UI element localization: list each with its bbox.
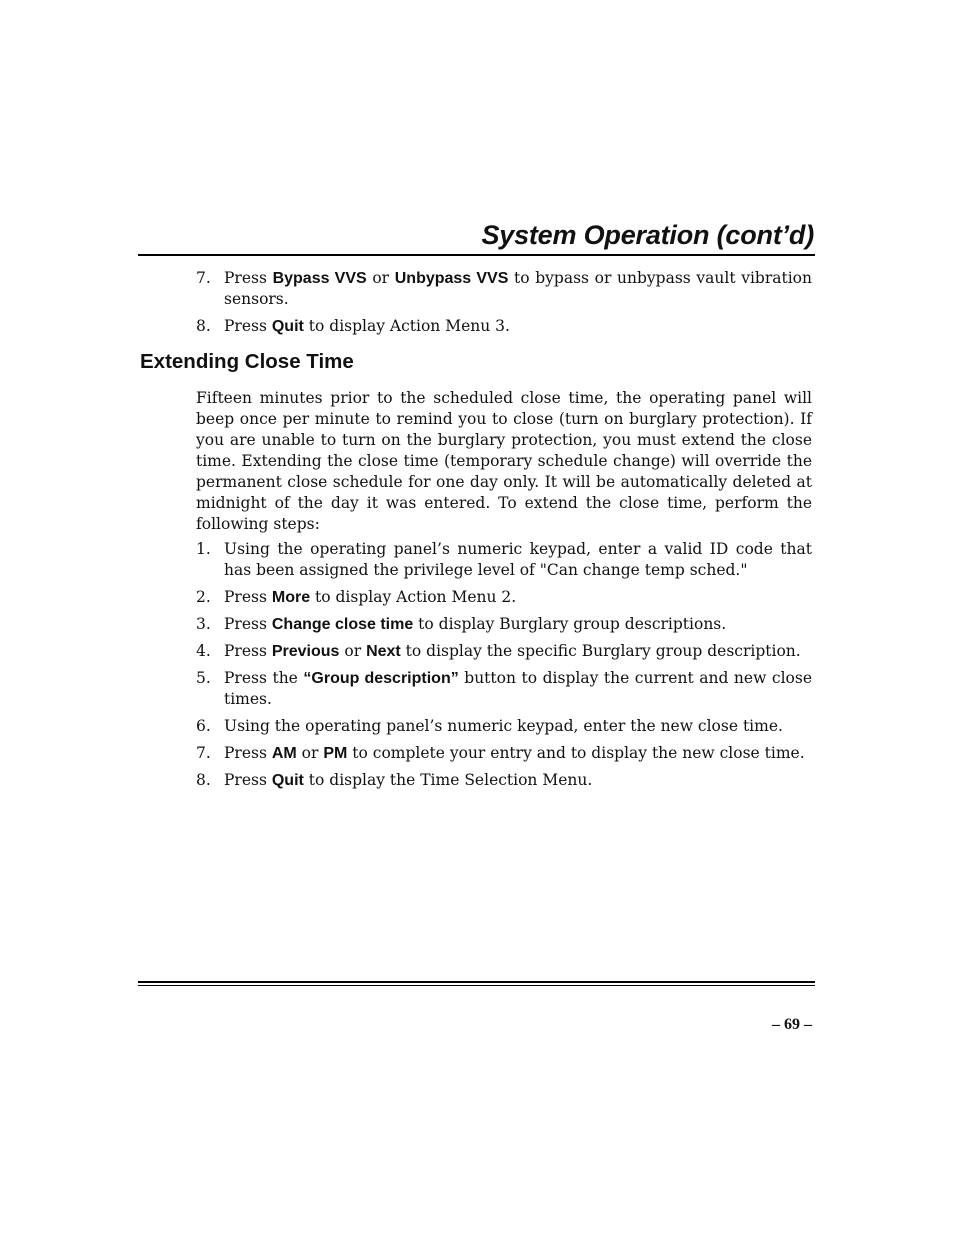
footer-rule [138, 981, 815, 983]
step-text: to display Burglary group descriptions. [413, 615, 727, 633]
key-label: AM [271, 745, 297, 762]
step-text: to display the specific Burglary group description. [400, 642, 801, 660]
step-number: 1. [196, 540, 211, 558]
step-text: Press [224, 317, 272, 335]
key-label: “Group description” [303, 670, 459, 687]
key-label: Change close time [271, 616, 414, 633]
step-text: to display the Time Selection Menu. [303, 771, 593, 789]
step-text: Press [224, 771, 272, 789]
list-item [196, 743, 812, 764]
step-text: Using the operating panel’s numeric keypad, enter a valid ID code that has been assigned the privilege level of "Can change temp sched." [224, 540, 812, 579]
key-label: Quit [271, 772, 304, 789]
step-text: or [296, 744, 324, 762]
step-text: Press [224, 588, 272, 606]
step-text: Press [224, 744, 272, 762]
step-number: 2. [196, 588, 211, 606]
key-label: Next [366, 643, 401, 660]
footer-rule-thin [138, 985, 815, 986]
key-label: Unbypass VVS [394, 270, 509, 287]
intro-paragraph: Fifteen minutes prior to the scheduled close time, the operating panel will beep once per minute to remind you to close (turn on burglary protection). If you are unable to turn on the burglary protection, you must extend the close time. Extending the close time (temporary schedule change) will override the permanent close schedule for one day only. It will be automatically deleted at midnight of the day it was entered. To extend the close time, perform the following steps: [196, 389, 812, 533]
step-text: to complete your entry and to display the new close time. [347, 744, 805, 762]
list-item [196, 641, 812, 662]
step-text: Press [224, 642, 272, 660]
step-number: 8. [196, 317, 211, 335]
step-number: 8. [196, 771, 211, 789]
step-text: Press the [224, 669, 304, 687]
page-number: – 69 – [772, 1016, 812, 1033]
step-number: 6. [196, 717, 211, 735]
step-number: 5. [196, 669, 211, 687]
step-number: 7. [196, 269, 211, 287]
page-title: System Operation (cont’d) [481, 220, 814, 250]
list-item [196, 268, 812, 310]
step-number: 3. [196, 615, 211, 633]
step-text: Press [224, 269, 273, 287]
step-text: to bypass or unbypass vault vibration sensors. [224, 269, 812, 308]
key-label: Bypass VVS [272, 270, 367, 287]
key-label: More [271, 589, 311, 606]
list-item [196, 587, 812, 608]
step-text: button to display the current and new close times. [224, 669, 812, 708]
list-item [196, 668, 812, 710]
step-text: Using the operating panel’s numeric keypad, enter the new close time. [224, 717, 783, 735]
key-label: Previous [271, 643, 340, 660]
step-number: 7. [196, 744, 211, 762]
title-rule [138, 254, 815, 256]
list-item [196, 770, 812, 791]
list-item [196, 614, 812, 635]
list-item [196, 716, 812, 737]
step-number: 4. [196, 642, 211, 660]
key-label: PM [323, 745, 348, 762]
step-text: to display Action Menu 3. [303, 317, 510, 335]
list-item [196, 539, 812, 581]
list-item [196, 316, 812, 337]
step-text: Press [224, 615, 272, 633]
key-label: Quit [271, 318, 304, 335]
step-text: or [339, 642, 367, 660]
continued-steps-list [196, 268, 812, 343]
section-heading: Extending Close Time [140, 350, 354, 373]
procedure-steps-list [196, 539, 812, 797]
step-text: or [366, 269, 395, 287]
step-text: to display Action Menu 2. [310, 588, 517, 606]
